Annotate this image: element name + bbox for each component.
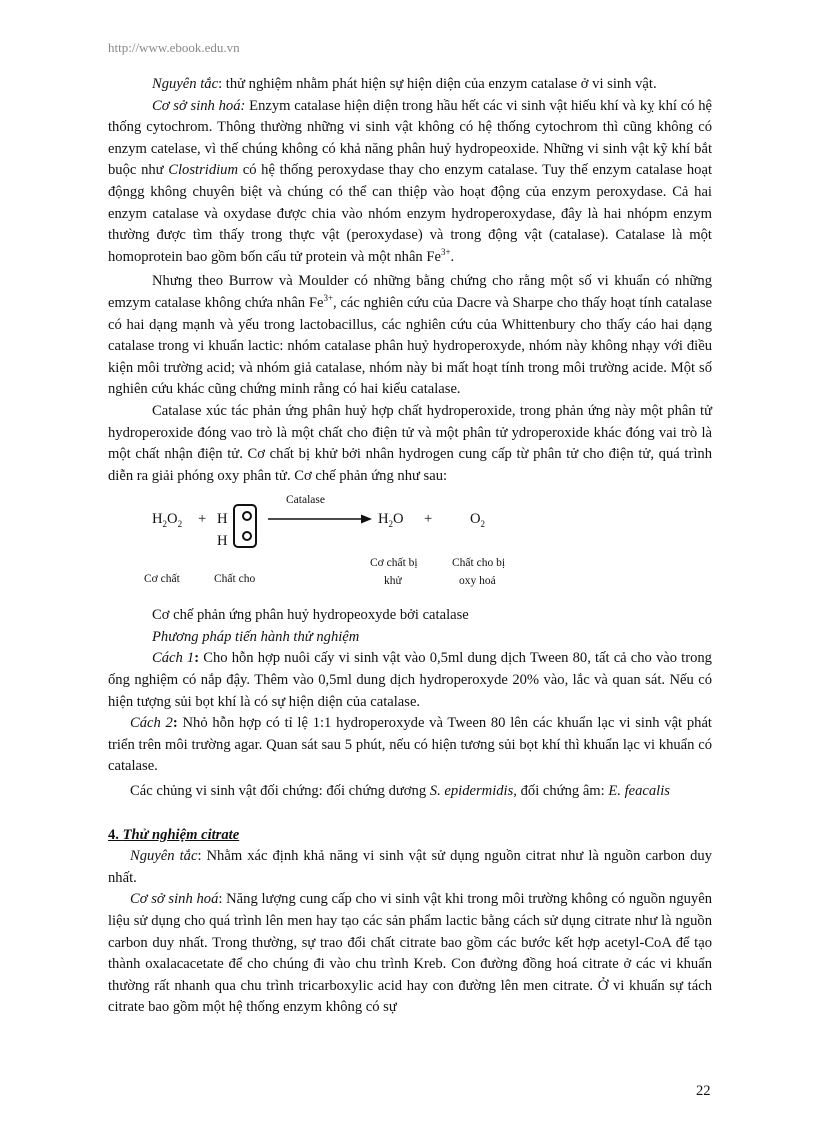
method-1-label: Cách 1 [152, 650, 195, 667]
citrate-biochem-paragraph [108, 889, 712, 1019]
citrate-principle-text: : Nhằm xác định khả năng vi sinh vật sử dụng nguồn citrat như là nguồn carbon duy nhất. [108, 848, 712, 886]
method-1-paragraph: Cách 1: Cho hỗn hợp nuôi cấy vi sinh vật vào 0,5ml dung dịch Tween 80, tất cả cho vào trong ống nghiệm có nắp đậy. Thêm vào 0,5ml dung dịch hydroperoxyde 20% vào, lắc và quan sát. Nếu có hiện tượng sủi bọt khí là có sự hiện diện của catalase. [108, 650, 712, 710]
burrow-text-a: Nhưng theo Burrow và Moulder có những bằng chứng cho rằng một số vi khuẩn có những emzym catalase không chứa nhân Fe [108, 273, 712, 311]
biochem-basis-text-a: Enzym catalase hiện diện trong hầu hết các vi sinh vật hiếu khí và kỵ khí có hệ thống cytochrom. Thông thường những vi sinh vật không có hệ thống cytochrom thì cũng không có enzym catelase, vì thế chúng không có khả năng phân huỷ hydropeoxide. Những vi sinh vật kỹ khí bắt buộc như [108, 97, 713, 179]
controls-paragraph: Các chủng vi sinh vật đối chứng: đối chứng dương S. epidermidis, đối chứng âm: E. feacalis [130, 783, 670, 800]
principle-label: Nguyên tắc [152, 76, 219, 92]
section-4-heading [108, 825, 712, 847]
burrow-paragraph [108, 271, 712, 401]
reduced-substrate-label: Cơ chất bị [370, 557, 418, 570]
method-2-text: Nhỏ hỗn hợp có tỉ lệ 1:1 hydroperoxyde và Tween 80 lên các khuẩn lạc vi sinh vật phát triển trên môi trường agar. Quan sát sau 5 phút, nếu có hiện tương sủi bọt khí thì khuẩn lạc vi khuẩn có catalase. [108, 715, 712, 775]
method-heading: Phương pháp tiến hành thử nghiệm [152, 628, 360, 645]
burrow-text-b: , các nghiên cứu của Dacre và Sharpe cho thấy hoạt tính catalase có hai dạng mạnh và yếu trong lactobacillus, các nghiên cứu của Whittenbury cho thấy cáo hai dạng catalase trong vi khuẩn lactic: nhóm catalase phân huỷ hydroperoxyde, nhóm này không nhạy với điều kiện môi trường acid; và nhóm giả catalase, nhóm này bi mất hoạt tính trong môi trường acide. Một số nghiên cứu khác cũng chứng minh rằng có hai kiểu catalase. [108, 294, 712, 398]
method-2-label: Cách 2 [130, 715, 173, 732]
reaction-arrow [108, 487, 712, 605]
oxidized-donor-label: Chất cho bị [452, 557, 506, 570]
donor-label: Chất cho [214, 573, 256, 586]
method-2-paragraph: Cách 2: Nhỏ hỗn hợp có tỉ lệ 1:1 hydroperoxyde và Tween 80 lên các khuẩn lạc vi sinh vật phát triển trên môi trường agar. Quan sát sau 5 phút, nếu có hiện tương sủi bọt khí thì khuẩn lạc vi khuẩn có catalase. [108, 715, 712, 775]
iron-charge: 3+ [440, 246, 451, 257]
plus-sign-2: + [424, 511, 433, 528]
organism-name: Clostridium [168, 162, 239, 179]
citrate-biochem-text: : Năng lượng cung cấp cho vi sinh vật khi trong môi trường không có nguồn nguyên liệu sử dụng cho quá trình lên men hay tạo các sản phẩm lactic bằng cách sử dụng citrate như là nguồn carbon duy nhất. Trong thường, sự trao đổi chất citrate bao gồm các bước kết hợp acetyl-CoA để tạo thành oxalacacetate để cho chúng đi vào chu trình Kreb. Con đường đồng hoá citrate ở các vi khuẩn thường rất nhanh qua chu trình tricarboxylic acid hay con đường lên men citrate. Ở vi khuẩn sự tách citrate bao gồm một hệ thống enzym không có sự [108, 891, 713, 1016]
substrate-label: Cơ chất [144, 573, 180, 586]
catalase-reaction-paragraph: Catalase xúc tác phản ứng phân huỷ hợp chất hydroperoxide, trong phản ứng này một phân tử hydroperoxide đóng vao trò là một chất cho điện tử và một phân tử ydroperoxide khác đóng vai trò là một chất nhận điện tử. Cơ chất bị khử bởi nhân hydrogen cung cấp từ phân tử cho điện tử, quá trình diễn ra giải phóng oxy phân tử. Cơ chế phản ứng như sau: [108, 402, 712, 484]
biochem-basis-label: Cơ sở sinh hoá: [152, 97, 246, 114]
biochem-basis-text-c: . [450, 248, 455, 265]
reduced-substrate-label-2: khử [384, 575, 402, 588]
catalase-label: Catalase [286, 494, 325, 507]
oxygen-donor-box [233, 504, 257, 548]
oxidized-donor-label-2: oxy hoá [459, 575, 496, 588]
citrate-biochem-label: Cơ sở sinh hoá [130, 891, 219, 908]
reaction-caption: Cơ chế phản ứng phân huỷ hydropeoxyde bởi catalase [152, 607, 469, 624]
positive-control: S. epidermidis [429, 783, 514, 800]
hydrogen-bottom: H [217, 533, 228, 550]
citrate-principle-label: Nguyên tắc [130, 848, 198, 865]
hydrogen-peroxide-formula: $H_2O_2$ [152, 511, 183, 530]
section-title: Thử nghiệm citrate [122, 826, 240, 843]
oxygen-formula: $O_2$ [470, 511, 486, 530]
section-number: 4. [108, 826, 119, 843]
method-1-text: Cho hỗn hợp nuôi cấy vi sinh vật vào 0,5ml dung dịch Tween 80, tất cả cho vào trong ống nghiệm có nắp đậy. Thêm vào 0,5ml dung dịch hydroperoxyde 20% vào, lắc và quan sát. Nếu có hiện tượng sủi bọt khí là có sự hiện diện của catalase. [108, 650, 712, 710]
reaction-diagram [108, 487, 712, 605]
biochem-basis-paragraph [108, 96, 712, 269]
water-formula: $H_2O$ [378, 511, 404, 530]
page-content [108, 74, 712, 1019]
header-url: http://www.ebook.edu.vn [108, 40, 240, 55]
iron-charge-2: 3+ [323, 293, 334, 304]
page-number: 22 [696, 1083, 711, 1099]
plus-sign-1: + [198, 511, 207, 528]
principle-paragraph [108, 74, 712, 96]
oxygen-atom-icon [242, 531, 252, 541]
hydrogen-top: H [217, 511, 228, 528]
biochem-basis-text-b: có hệ thống peroxydase thay cho enzym catalase. Tuy thế enzym catalase hoạt độngg không chuyên biệt và chúng có thể can thiệp vào hoạt động của enzym peroxydase. Cả hai enzym catalase và oxydase được chia vào nhóm enzym hydroperoxydase, đây là hai nhópm enzym thường được tìm thấy trong thực vật (peroxydase) và trong động vật (catalase). Catalase là một homoprotein bao gồm bốn cấu tử protein và một nhân Fe [108, 162, 712, 265]
oxygen-atom-icon [242, 511, 252, 521]
citrate-principle-paragraph [108, 846, 712, 889]
negative-control: E. feacalis [608, 783, 670, 800]
principle-text: : thử nghiệm nhằm phát hiện sự hiện diện của enzym catalase ở vi sinh vật. [218, 76, 657, 92]
